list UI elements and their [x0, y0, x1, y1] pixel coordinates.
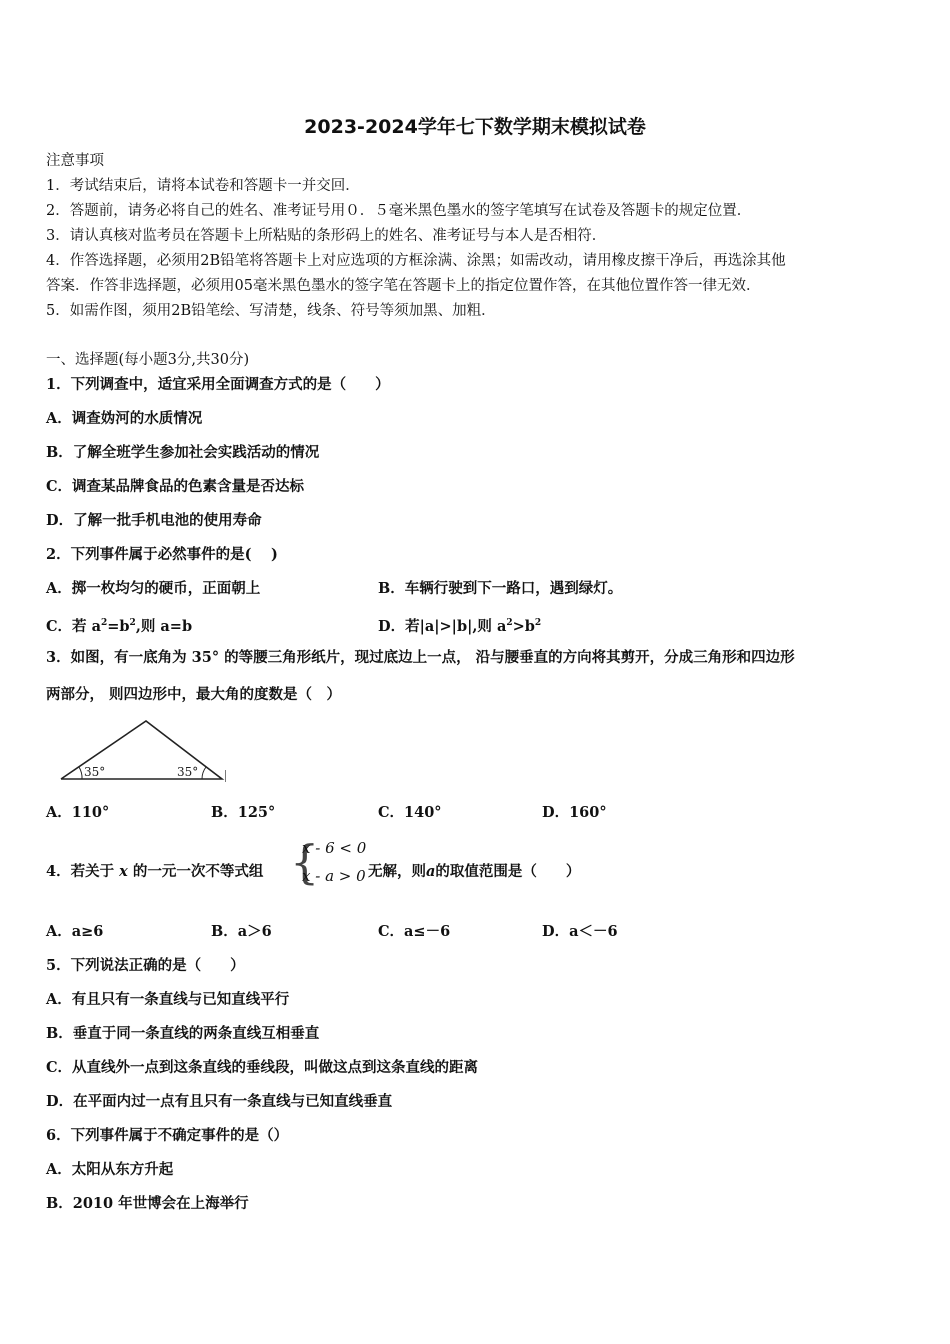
q4-option-b: B．a＞6	[211, 923, 272, 940]
q1-option-a: A．调查妫河的水质情况	[46, 410, 203, 427]
notice-item: 5．如需作图，须用2B铅笔绘、写清楚，线条、符号等须加黑、加粗．	[46, 303, 496, 319]
question-3-stem: 3．如图，有一底角为 35° 的等腰三角形纸片，现过底边上一点， 沿与腰垂直的方向将其剪开，分成三角形和四边形	[46, 649, 795, 666]
notice-heading: 注意事项	[46, 153, 104, 169]
q4-option-a: A．a≥6	[46, 923, 104, 940]
q5-option-b: B．垂直于同一条直线的两条直线互相垂直	[46, 1025, 320, 1042]
q4-option-c: C．a≤－6	[378, 923, 451, 940]
question-4-stem-pre: 4．若关于 x 的一元一次不等式组	[46, 863, 264, 880]
q5-option-d: D．在平面内过一点有且只有一条直线与已知直线垂直	[46, 1093, 393, 1110]
q1-option-d: D．了解一批手机电池的使用寿命	[46, 512, 262, 529]
q5-option-c: C．从直线外一点到这条直线的垂线段，叫做这点到这条直线的距离	[46, 1059, 479, 1076]
question-5-stem: 5．下列说法正确的是（ ）	[46, 957, 245, 974]
q2-option-a: A．掷一枚均匀的硬币，正面朝上	[46, 580, 261, 597]
q3-option-c: C．140°	[378, 804, 442, 821]
q3-option-d: D．160°	[542, 804, 607, 821]
q1-option-b: B．了解全班学生参加社会实践活动的情况	[46, 444, 320, 461]
notice-item: 答案．作答非选择题，必须用05毫米黑色墨水的签字笔在答题卡上的指定位置作答，在其他位置作答一律无效．	[46, 278, 761, 294]
q3-option-a: A．110°	[46, 804, 110, 821]
q6-option-a: A．太阳从东方升起	[46, 1161, 174, 1178]
question-3-stem-cont: 两部分， 则四边形中，最大角的度数是（ ）	[46, 686, 342, 703]
q2-option-b: B．车辆行驶到下一路口，遇到绿灯。	[378, 580, 623, 597]
right-angle-arc	[202, 767, 206, 779]
q6-option-b: B．2010 年世博会在上海举行	[46, 1195, 249, 1212]
notice-item: 4．作答选择题，必须用2B铅笔将答题卡上对应选项的方框涂满、涂黑；如需改动，请用橡皮擦干净后，再选涂其他	[46, 253, 786, 269]
inequality-1: x - 6 < 0	[302, 839, 367, 857]
brace-icon: {	[290, 835, 320, 889]
question-2-stem: 2．下列事件属于必然事件的是( )	[46, 546, 278, 563]
question-6-stem: 6．下列事件属于不确定事件的是（）	[46, 1127, 289, 1144]
q2-option-d: D．若|a|>|b|,则 $a^2>b^2$	[378, 618, 542, 635]
notice-item: 3．请认真核对监考员在答题卡上所粘贴的条形码上的姓名、准考证号与本人是否相符．	[46, 228, 607, 244]
isosceles-triangle-figure	[56, 718, 226, 788]
left-angle-label: 35°	[84, 765, 106, 779]
inequality-2: x - a > 0	[302, 867, 366, 885]
page-title: 2023-2024学年七下数学期末模拟试卷	[304, 116, 646, 138]
section-heading: 一、选择题(每小题3分,共30分)	[46, 352, 250, 368]
left-angle-arc	[79, 767, 82, 779]
notice-item: 2．答题前，请务必将自己的姓名、准考证号用０．５毫米黑色墨水的签字笔填写在试卷及答题卡的规定位置．	[46, 203, 752, 219]
inequality-system	[290, 837, 370, 891]
question-1-stem: 1．下列调查中，适宜采用全面调查方式的是（ ）	[46, 376, 390, 393]
question-4-stem-post: 无解，则a的取值范围是（ ）	[368, 863, 581, 880]
right-angle-label: 35°	[177, 765, 199, 779]
notice-item: 1．考试结束后，请将本试卷和答题卡一并交回．	[46, 178, 360, 194]
q3-option-b: B．125°	[211, 804, 276, 821]
q2-option-c: C．若 $a^2=b^2$,则 a=b	[46, 618, 193, 635]
q5-option-a: A．有且只有一条直线与已知直线平行	[46, 991, 290, 1008]
q1-option-c: C．调查某品牌食品的色素含量是否达标	[46, 478, 305, 495]
q4-option-d: D．a＜－6	[542, 923, 618, 940]
